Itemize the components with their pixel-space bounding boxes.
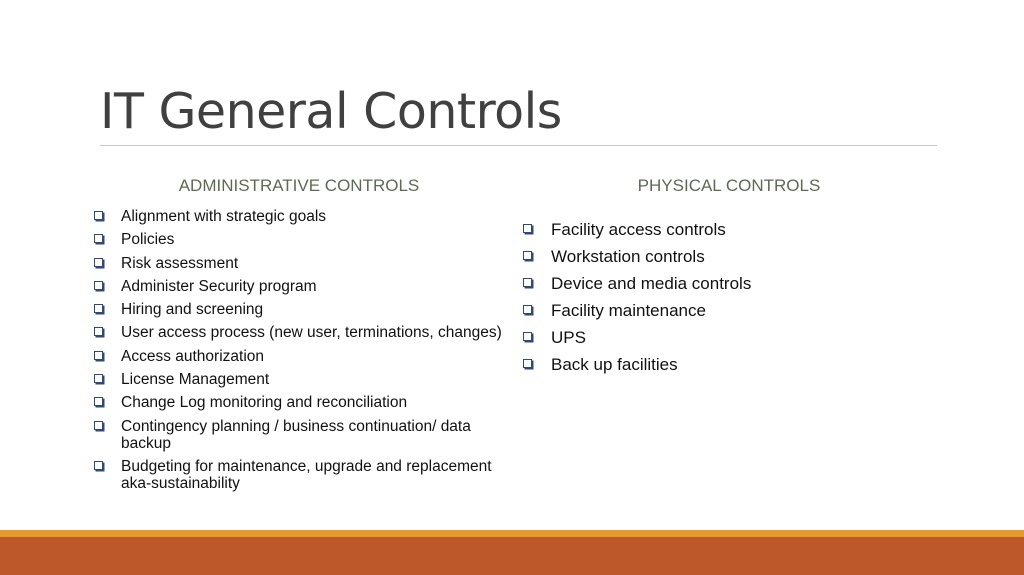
square-bullet-icon: [523, 305, 532, 314]
square-bullet-icon: [523, 359, 532, 368]
list-item-text: Facility access controls: [551, 220, 726, 239]
footer-accent-stripe: [0, 530, 1024, 537]
list-item-text: Back up facilities: [551, 355, 678, 374]
square-bullet-icon: [94, 234, 103, 243]
square-bullet-icon: [94, 374, 103, 383]
square-bullet-icon: [94, 304, 103, 313]
physical-controls-heading: PHYSICAL CONTROLS: [637, 176, 821, 195]
list-item: [523, 246, 923, 268]
list-item: [94, 231, 514, 248]
list-item-text: Hiring and screening: [121, 301, 264, 319]
slide-title: IT General Controls: [100, 83, 562, 140]
list-item: [523, 327, 923, 349]
physical-controls-list: [523, 219, 923, 381]
list-item: [523, 300, 923, 322]
list-item: [94, 301, 514, 318]
square-bullet-icon: [523, 332, 532, 341]
list-item-text: License Management: [121, 371, 270, 389]
list-item: [523, 354, 923, 376]
list-item: [94, 458, 514, 492]
list-item-text: User access process (new user, terminations, changes): [121, 324, 502, 342]
list-item-text: Administer Security program: [121, 277, 317, 295]
square-bullet-icon: [94, 258, 103, 267]
list-item: [94, 394, 514, 411]
list-item-text: UPS: [551, 328, 586, 347]
list-item-text: Device and media controls: [551, 274, 752, 293]
list-item-text: Workstation controls: [551, 247, 705, 266]
list-item: [523, 273, 923, 295]
square-bullet-icon: [94, 397, 103, 406]
square-bullet-icon: [523, 224, 532, 233]
list-item: [94, 255, 514, 272]
list-item-text: Facility maintenance: [551, 301, 706, 320]
list-item: [94, 371, 514, 388]
list-item: [94, 348, 514, 365]
list-item-text: Alignment with strategic goals: [121, 208, 327, 225]
list-item-text: Policies: [121, 231, 175, 249]
square-bullet-icon: [94, 281, 103, 290]
list-item-text: Budgeting for maintenance, upgrade and replacement aka-sustainability: [121, 457, 492, 492]
list-item: [94, 324, 514, 341]
title-divider: [100, 145, 937, 146]
square-bullet-icon: [94, 327, 103, 336]
list-item-text: Risk assessment: [121, 254, 239, 272]
list-item: [94, 208, 514, 225]
list-item-text: Change Log monitoring and reconciliation: [121, 394, 408, 412]
square-bullet-icon: [94, 351, 103, 360]
square-bullet-icon: [523, 278, 532, 287]
list-item-text: Access authorization: [121, 347, 265, 365]
footer-band: [0, 537, 1024, 575]
square-bullet-icon: [523, 251, 532, 260]
square-bullet-icon: [94, 461, 103, 470]
list-item-text: Contingency planning / business continuation/ data backup: [121, 417, 471, 452]
square-bullet-icon: [94, 211, 103, 220]
square-bullet-icon: [94, 421, 103, 430]
list-item: [94, 418, 514, 452]
list-item: [94, 278, 514, 295]
administrative-controls-list: [94, 208, 514, 498]
administrative-controls-heading: ADMINISTRATIVE CONTROLS: [178, 176, 420, 195]
list-item: [523, 219, 923, 241]
